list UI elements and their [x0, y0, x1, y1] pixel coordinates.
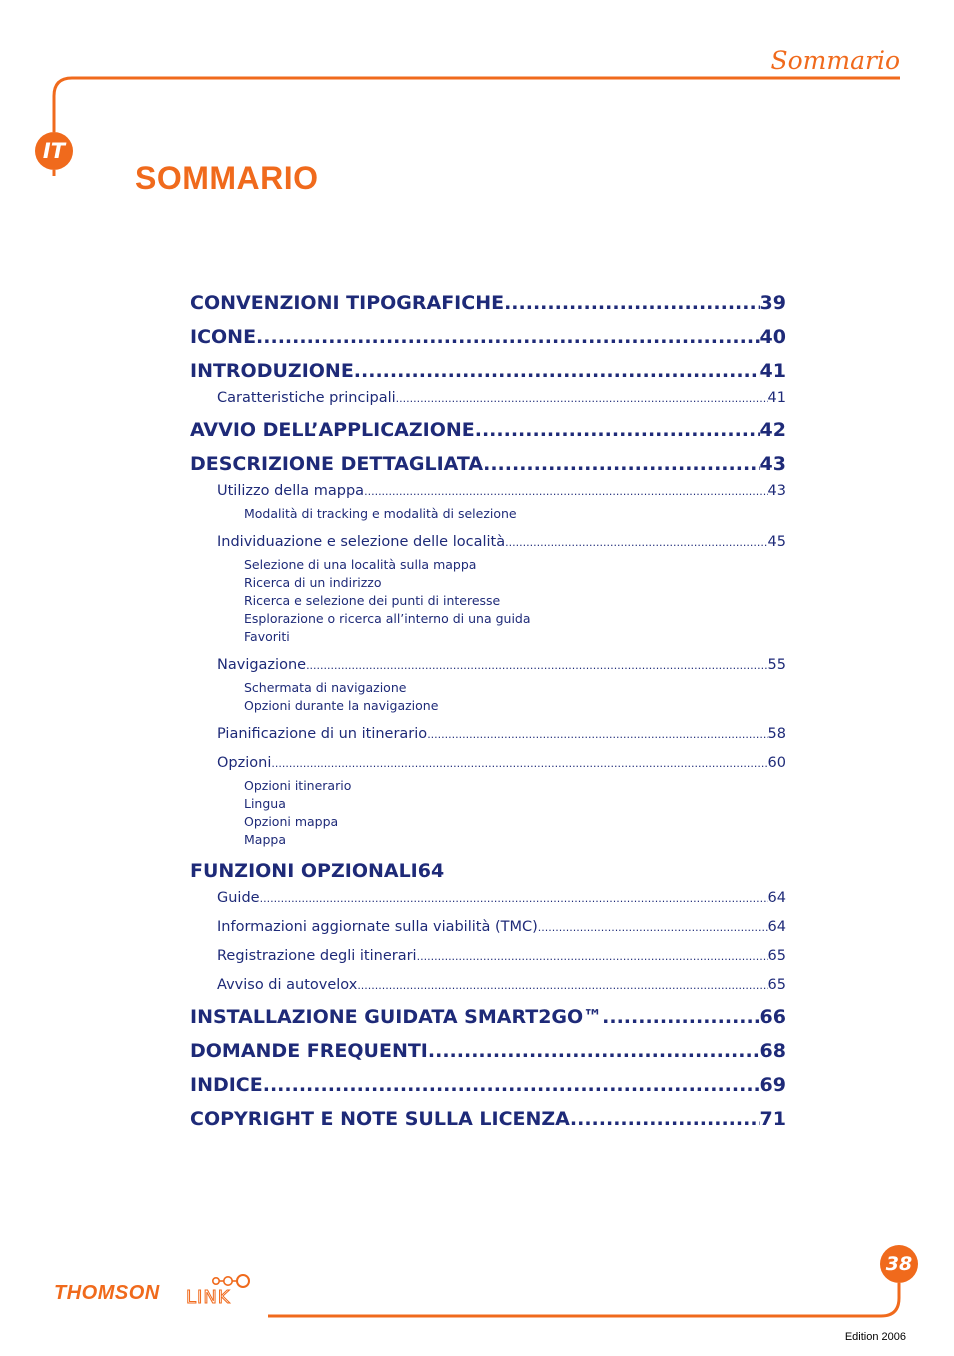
toc-section-entry[interactable]	[217, 948, 786, 964]
toc-page-number: 58	[767, 726, 786, 742]
toc-page-number: 41	[759, 362, 786, 381]
toc-section-entry[interactable]	[217, 977, 786, 993]
toc-page-number: 60	[767, 755, 786, 771]
toc-subsection-entry[interactable]	[244, 699, 786, 713]
toc-chapter-entry[interactable]	[190, 362, 786, 381]
toc-page-number: 43	[767, 483, 786, 499]
toc-entry-title: ICONE	[190, 328, 257, 347]
toc-section-entry[interactable]	[217, 390, 786, 406]
toc-entry-title: AVVIO DELL’APPLICAZIONE	[190, 421, 475, 440]
toc-dot-leader	[505, 535, 767, 550]
toc-entry-title: COPYRIGHT E NOTE SULLA LICENZA	[190, 1110, 570, 1129]
toc-subsection-entry[interactable]	[244, 612, 786, 626]
toc-entry-title: Lingua	[244, 797, 286, 811]
toc-page-number: 64	[767, 890, 786, 906]
toc-entry-title: Favoriti	[244, 630, 290, 644]
toc-entry-title: INDICE	[190, 1076, 263, 1095]
toc-section-entry[interactable]	[217, 919, 786, 935]
toc-dot-leader	[306, 658, 767, 673]
toc-subsection-entry[interactable]	[244, 681, 786, 695]
toc-subsection-entry[interactable]	[244, 797, 786, 811]
toc-page-number: 64	[767, 919, 786, 935]
page-number-badge: 38	[880, 1245, 918, 1283]
toc-chapter-entry[interactable]	[190, 1042, 786, 1061]
toc-page-number: 55	[767, 657, 786, 673]
toc-entry-title: DOMANDE FREQUENTI	[190, 1042, 428, 1061]
toc-section-entry[interactable]	[217, 657, 786, 673]
toc-entry-title: Opzioni durante la navigazione	[244, 699, 439, 713]
toc-dot-leader	[357, 978, 767, 993]
toc-dot-leader	[256, 328, 760, 347]
toc-page-number: 69	[759, 1076, 786, 1095]
edition-label: Edition 2006	[844, 1331, 906, 1343]
toc-section-entry[interactable]	[217, 726, 786, 742]
toc-dot-leader	[354, 362, 760, 381]
toc-page-number: 39	[759, 294, 786, 313]
toc-page-number: 42	[759, 421, 786, 440]
toc-dot-leader	[364, 484, 767, 499]
toc-page-number: 66	[759, 1008, 786, 1027]
toc-page-number: 45	[767, 534, 786, 550]
toc-chapter-entry[interactable]	[190, 294, 786, 313]
toc-chapter-entry[interactable]	[190, 1008, 786, 1027]
toc-entry-title: Navigazione	[217, 657, 307, 673]
toc-entry-title: Mappa	[244, 833, 286, 847]
toc-dot-leader	[417, 949, 768, 964]
toc-entry-title: Caratteristiche principali	[217, 390, 396, 406]
toc-entry-title: Ricerca e selezione dei punti di interesse	[244, 594, 501, 608]
toc-entry-title: Pianificazione di un itinerario	[217, 726, 428, 742]
link-logo-mark	[186, 1272, 266, 1306]
toc-dot-leader	[427, 727, 767, 742]
toc-section-entry[interactable]	[217, 890, 786, 906]
toc-chapter-entry[interactable]	[190, 328, 786, 347]
toc-dot-leader	[570, 1110, 760, 1129]
toc-chapter-entry[interactable]	[190, 1076, 786, 1095]
toc-entry-title: Guide	[217, 890, 260, 906]
toc-chapter-entry[interactable]	[190, 862, 786, 881]
toc-subsection-entry[interactable]	[244, 507, 786, 521]
toc-entry-title: Esplorazione o ricerca all’interno di una guida	[244, 612, 531, 626]
language-badge: IT	[35, 132, 73, 170]
toc-subsection-entry[interactable]	[244, 594, 786, 608]
toc-page-number: 65	[767, 977, 786, 993]
toc-page-number: 65	[767, 948, 786, 964]
toc-entry-title: CONVENZIONI TIPOGRAFICHE	[190, 294, 505, 313]
toc-entry-title: DESCRIZIONE DETTAGLIATA	[190, 455, 484, 474]
page-title: SOMMARIO	[135, 160, 319, 196]
toc-dot-leader	[538, 920, 768, 935]
header-section-title: Sommario	[770, 46, 900, 75]
toc-chapter-entry[interactable]	[190, 1110, 786, 1129]
toc-page-number: 71	[759, 1110, 786, 1129]
toc-entry-title: Opzioni	[217, 755, 272, 771]
toc-subsection-entry[interactable]	[244, 833, 786, 847]
toc-dot-leader	[396, 391, 768, 406]
toc-dot-leader	[271, 756, 767, 771]
toc-dot-leader	[475, 421, 760, 440]
table-of-contents	[190, 288, 786, 1129]
toc-chapter-entry[interactable]	[190, 421, 786, 440]
toc-entry-title: Ricerca di un indirizzo	[244, 576, 382, 590]
logo-brand-text: THOMSON	[54, 1282, 160, 1304]
toc-page-number: 68	[759, 1042, 786, 1061]
toc-entry-title: INSTALLAZIONE GUIDATA SMART2GO™	[190, 1008, 603, 1027]
toc-section-entry[interactable]	[217, 483, 786, 499]
logo-link-text: LINK	[186, 1287, 231, 1306]
toc-chapter-entry[interactable]	[190, 455, 786, 474]
toc-entry-title: Informazioni aggiornate sulla viabilità (TMC)	[217, 919, 538, 935]
toc-entry-title: FUNZIONI OPZIONALI64	[190, 862, 445, 881]
toc-entry-title: Modalità di tracking e modalità di selezione	[244, 507, 517, 521]
toc-subsection-entry[interactable]	[244, 576, 786, 590]
toc-entry-title: Opzioni itinerario	[244, 779, 352, 793]
toc-page-number: 41	[767, 390, 786, 406]
toc-page-number: 43	[759, 455, 786, 474]
toc-subsection-entry[interactable]	[244, 779, 786, 793]
toc-dot-leader	[504, 294, 759, 313]
thomson-link-logo	[54, 1282, 231, 1306]
toc-subsection-entry[interactable]	[244, 558, 786, 572]
toc-dot-leader	[260, 891, 768, 906]
toc-dot-leader	[602, 1008, 759, 1027]
toc-entry-title: Avviso di autovelox	[217, 977, 358, 993]
toc-entry-title: Registrazione degli itinerari	[217, 948, 417, 964]
toc-dot-leader	[263, 1076, 760, 1095]
toc-entry-title: Schermata di navigazione	[244, 681, 407, 695]
toc-entry-title: Selezione di una località sulla mappa	[244, 558, 477, 572]
toc-section-entry[interactable]	[217, 755, 786, 771]
toc-entry-title: INTRODUZIONE	[190, 362, 354, 381]
toc-entry-title: Opzioni mappa	[244, 815, 339, 829]
toc-entry-title: Utilizzo della mappa	[217, 483, 365, 499]
toc-page-number: 40	[759, 328, 786, 347]
toc-entry-title: Individuazione e selezione delle località	[217, 534, 506, 550]
toc-dot-leader	[428, 1042, 760, 1061]
toc-dot-leader	[483, 455, 759, 474]
toc-subsection-entry[interactable]	[244, 630, 786, 644]
toc-section-entry[interactable]	[217, 534, 786, 550]
toc-subsection-entry[interactable]	[244, 815, 786, 829]
